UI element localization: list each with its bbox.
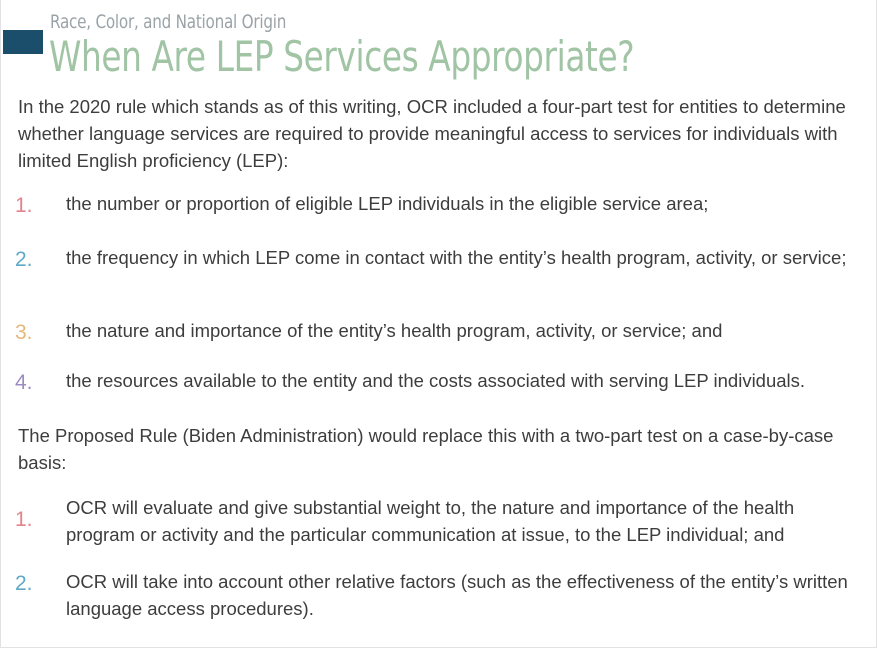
list-item-text: the nature and importance of the entity’s health program, activity, or service; and (66, 320, 723, 341)
list-number: 1. (15, 508, 33, 531)
proposed-rule-paragraph: The Proposed Rule (Biden Administration) would replace this with a two-part test on a case-by-case basis: (18, 425, 834, 473)
list-item-text: the resources available to the entity and the costs associated with serving LEP individuals. (66, 370, 806, 391)
list-number: 2. (15, 572, 33, 595)
intro-paragraph: In the 2020 rule which stands as of this writing, OCR included a four-part test for entities to determine whether language services are required to provide meaningful access to services for individuals with limited English proficiency (LEP): (18, 96, 846, 171)
slide-subtitle: Race, Color, and National Origin (50, 11, 287, 33)
slide-title: When Are LEP Services Appropriate? (49, 32, 635, 81)
list-item-text: OCR will evaluate and give substantial weight to, the nature and importance of the health program or activity and the particular communication at issue, to the LEP individual; and (66, 497, 795, 545)
list-item-text: the number or proportion of eligible LEP individuals in the eligible service area; (66, 193, 709, 214)
list-item-text: OCR will take into account other relative factors (such as the effectiveness of the entity’s written language access procedures). (66, 571, 848, 619)
list-number: 4. (15, 371, 33, 394)
list-number: 3. (15, 321, 33, 344)
header-accent-bar (3, 30, 43, 54)
list-number: 2. (15, 248, 33, 271)
list-number: 1. (15, 194, 33, 217)
list-item-text: the frequency in which LEP come in contact with the entity’s health program, activity, or service; (66, 247, 847, 268)
